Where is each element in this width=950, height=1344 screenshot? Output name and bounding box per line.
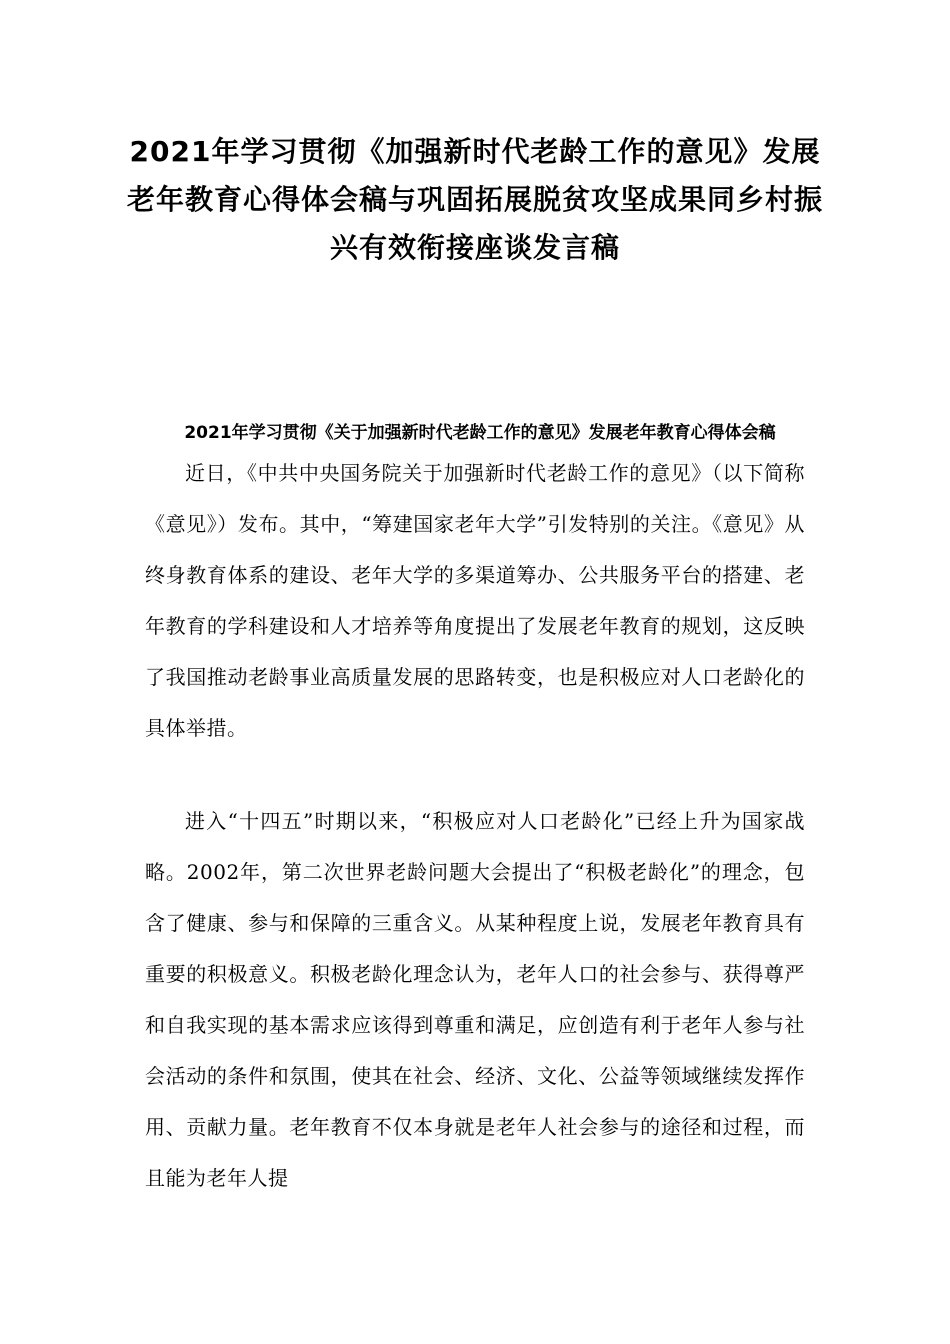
body-paragraph-1: 近日，《中共中央国务院关于加强新时代老龄工作的意见》（以下简称《意见》）发布。其中，“筹建国家老年大学”引发特别的关注。《意见》从终身教育体系的建设、老年大学的多渠道筹办、公共服务平台的搭建、老年教育的学科建设和人才培养等角度提出了发展老年教育的规划，这反映了我国推动老龄事业高质量发展的思路转变，也是积极应对人口老龄化的具体举措。	[145, 461, 805, 740]
document-title: 2021年学习贯彻《加强新时代老龄工作的意见》发展老年教育心得体会稿与巩固拓展脱贫攻坚成果同乡村振兴有效衔接座谈发言稿	[126, 135, 823, 264]
section-heading: 2021年学习贯彻《关于加强新时代老龄工作的意见》发展老年教育心得体会稿	[184, 423, 776, 443]
body-paragraph-2: 进入“十四五”时期以来，“积极应对人口老龄化”已经上升为国家战略。2002年，第二次世界老龄问题大会提出了“积极老龄化”的理念，包含了健康、参与和保障的三重含义。从某种程度上说，发展老年教育具有重要的积极意义。积极老龄化理念认为，老年人口的社会参与、获得尊严和自我实现的基本需求应该得到尊重和满足，应创造有利于老年人参与社会活动的条件和氛围，使其在社会、经济、文化、公益等领域继续发挥作用、贡献力量。老年教育不仅本身就是老年人社会参与的途径和过程，而且能为老年人提	[145, 809, 805, 1190]
